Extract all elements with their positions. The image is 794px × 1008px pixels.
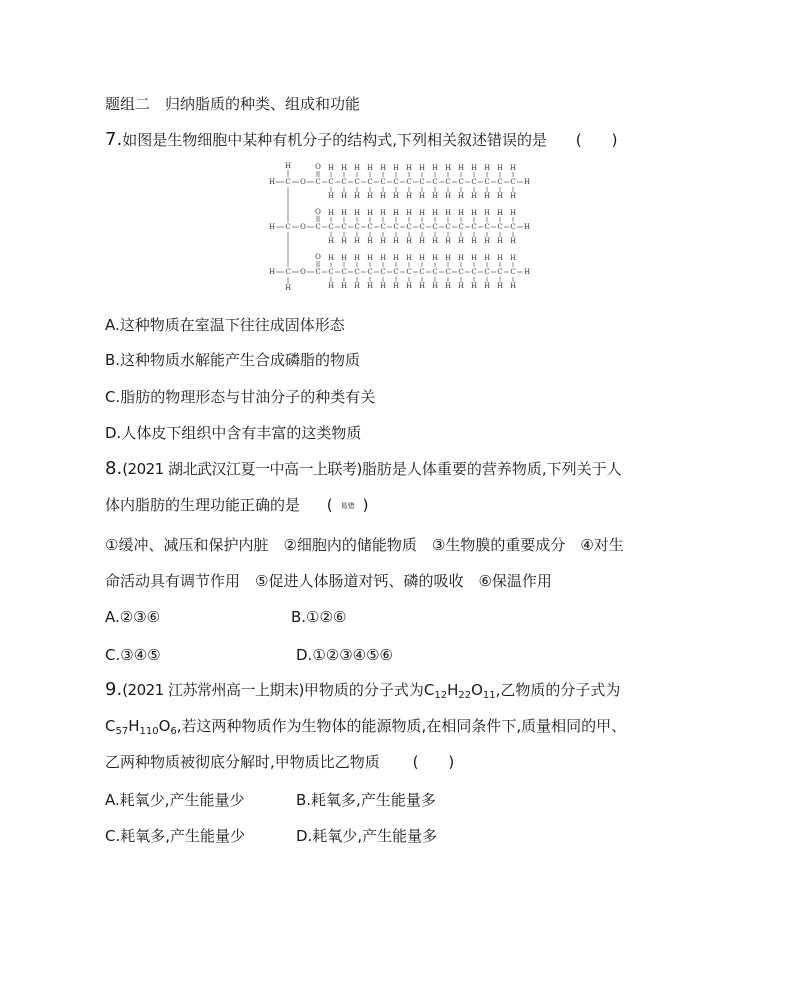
formula-atom-h: H — [457, 209, 465, 217]
formula-atom-h: H — [444, 209, 452, 217]
formula-atom-h: H — [483, 282, 491, 290]
formula-atom-c: C — [354, 268, 360, 276]
question-9-source: (2021 江苏常州高一上期末) — [122, 681, 304, 699]
formula-atom-h: H — [470, 209, 478, 217]
formula-atom-h: H — [379, 254, 387, 262]
formula-atom-h: H — [444, 254, 452, 262]
question-9-stem-line2 — [105, 716, 626, 736]
formula-atom-h: H — [431, 237, 439, 245]
formula-atom-c: C — [380, 268, 386, 276]
formula-atom-c: C — [419, 268, 425, 276]
formula-atom-h: H — [509, 164, 517, 172]
question-8-option-c: C.③④⑤ — [105, 646, 161, 664]
formula-atom-c: C — [510, 223, 516, 231]
formula-atom-h: H — [284, 284, 292, 292]
question-9-text-d: 乙两种物质被彻底分解时,甲物质比乙物质 — [105, 753, 380, 771]
question-8-option-d: D.①②③④⑤⑥ — [296, 646, 394, 664]
formula-atom-h: H — [353, 282, 361, 290]
question-7-option-b: B.这种物质水解能产生合成磷脂的物质 — [105, 351, 361, 369]
formula-atom-c: C — [497, 268, 503, 276]
formula-atom-h: H — [405, 164, 413, 172]
formula-atom-h: H — [379, 192, 387, 200]
formula-atom-h: H — [418, 164, 426, 172]
formula-atom-o: O — [315, 163, 321, 171]
formula-atom-h: H — [496, 282, 504, 290]
formula-atom-o: O — [315, 208, 321, 216]
formula-atom-h: H — [431, 282, 439, 290]
question-8-option-b: B.①②⑥ — [291, 608, 347, 626]
formula-atom-c: C — [419, 178, 425, 186]
error-prone-tag: 易错 — [340, 502, 355, 510]
formula-atom-h: H — [405, 209, 413, 217]
formula-atom-h: H — [379, 282, 387, 290]
formula-atom-h: H — [418, 237, 426, 245]
formula-atom-h: H — [392, 254, 400, 262]
formula-atom-c: C — [445, 178, 451, 186]
formula-atom-c: C — [285, 223, 291, 231]
formula-atom-c: C — [354, 178, 360, 186]
formula-atom-h: H — [353, 192, 361, 200]
question-9-number: 9. — [105, 679, 123, 700]
question-7-number: 7. — [105, 129, 123, 150]
formula-atom-h: H — [457, 192, 465, 200]
formula-atom-c: C — [315, 178, 321, 186]
formula-atom-h: H — [470, 237, 478, 245]
formula-atom-o: O — [300, 178, 306, 186]
formula-atom-c: C — [484, 223, 490, 231]
formula-atom-h: H — [392, 192, 400, 200]
formula-atom-h: H — [340, 237, 348, 245]
question-9-option-b: B.耗氧多,产生能量多 — [296, 791, 436, 809]
formula-atom-h: H — [327, 192, 335, 200]
formula-atom-h: H — [327, 282, 335, 290]
formula-2: $C_{57}H_{110}O_6$ — [105, 717, 177, 737]
formula-atom-h: H — [268, 178, 276, 186]
formula-atom-h: H — [444, 282, 452, 290]
formula-atom-h: H — [509, 192, 517, 200]
formula-atom-c: C — [497, 223, 503, 231]
question-8-stem-line2 — [105, 495, 369, 516]
triglyceride-structural-formula — [260, 160, 540, 300]
question-9-text-b: ,乙物质的分子式为 — [495, 681, 621, 699]
formula-atom-h: H — [327, 237, 335, 245]
formula-atom-c: C — [367, 178, 373, 186]
formula-atom-h: H — [366, 254, 374, 262]
formula-atom-h: H — [392, 282, 400, 290]
formula-atom-c: C — [471, 178, 477, 186]
formula-atom-h: H — [340, 192, 348, 200]
formula-atom-h: H — [366, 237, 374, 245]
formula-atom-h: H — [483, 164, 491, 172]
formula-atom-c: C — [471, 223, 477, 231]
formula-atom-h: H — [496, 237, 504, 245]
formula-atom-c: C — [328, 223, 334, 231]
formula-atom-h: H — [470, 192, 478, 200]
question-9-option-c: C.耗氧多,产生能量少 — [105, 827, 246, 845]
question-8-number: 8. — [105, 458, 123, 479]
formula-atom-h: H — [340, 164, 348, 172]
formula-atom-h: H — [405, 192, 413, 200]
formula-atom-h: H — [366, 192, 374, 200]
formula-atom-c: C — [341, 268, 347, 276]
formula-atom-o: O — [315, 253, 321, 261]
formula-atom-h: H — [268, 268, 276, 276]
formula-atom-h: H — [405, 237, 413, 245]
question-7-answer-paren: ( ) — [575, 131, 618, 149]
formula-1: $C_{12}H_{22}O_{11}$ — [423, 681, 496, 701]
question-7-text: 如图是生物细胞中某种有机分子的结构式,下列相关叙述错误的是 — [122, 131, 547, 149]
formula-atom-h: H — [457, 254, 465, 262]
formula-atom-c: C — [458, 223, 464, 231]
formula-atom-h: H — [431, 192, 439, 200]
formula-atom-o: O — [300, 268, 306, 276]
formula-atom-h: H — [418, 209, 426, 217]
formula-atom-h: H — [405, 254, 413, 262]
question-8-option-a: A.②③⑥ — [105, 608, 161, 626]
formula-atom-h: H — [284, 162, 292, 170]
formula-atom-h: H — [405, 282, 413, 290]
formula-atom-h: H — [340, 209, 348, 217]
formula-atom-h: H — [353, 254, 361, 262]
formula-atom-h: H — [379, 237, 387, 245]
formula-atom-c: C — [285, 268, 291, 276]
formula-atom-c: C — [432, 178, 438, 186]
formula-atom-h: H — [327, 254, 335, 262]
formula-atom-h: H — [496, 164, 504, 172]
formula-atom-h: H — [509, 254, 517, 262]
formula-atom-h: H — [418, 282, 426, 290]
formula-atom-h: H — [509, 237, 517, 245]
formula-atom-h: H — [523, 223, 531, 231]
formula-atom-c: C — [285, 178, 291, 186]
formula-atom-c: C — [497, 178, 503, 186]
question-8-text-1: 脂肪是人体重要的营养物质,下列关于人 — [361, 460, 622, 478]
formula-atom-h: H — [444, 237, 452, 245]
formula-atom-c: C — [406, 268, 412, 276]
formula-atom-h: H — [366, 282, 374, 290]
formula-atom-c: C — [406, 223, 412, 231]
formula-atom-h: H — [483, 254, 491, 262]
formula-atom-c: C — [445, 223, 451, 231]
formula-atom-c: C — [445, 268, 451, 276]
formula-atom-h: H — [392, 164, 400, 172]
formula-atom-c: C — [315, 268, 321, 276]
formula-atom-c: C — [354, 223, 360, 231]
question-9-answer-paren: ( ) — [412, 753, 455, 771]
formula-atom-h: H — [268, 223, 276, 231]
question-8-items-line2: 命活动具有调节作用 ⑤促进人体肠道对钙、磷的吸收 ⑥保温作用 — [105, 572, 552, 590]
formula-atom-h: H — [457, 164, 465, 172]
question-7-option-a: A.这种物质在室温下往往成固体形态 — [105, 316, 345, 334]
formula-atom-h: H — [392, 209, 400, 217]
formula-atom-c: C — [471, 268, 477, 276]
formula-atom-h: H — [327, 164, 335, 172]
formula-atom-h: H — [418, 192, 426, 200]
formula-atom-h: H — [483, 192, 491, 200]
question-7-option-c: C.脂肪的物理形态与甘油分子的种类有关 — [105, 388, 376, 406]
formula-atom-c: C — [419, 223, 425, 231]
formula-atom-h: H — [496, 254, 504, 262]
formula-atom-h: H — [483, 237, 491, 245]
question-9-stem-line3 — [105, 752, 454, 772]
formula-atom-c: C — [458, 178, 464, 186]
question-7-option-d: D.人体皮下组织中含有丰富的这类物质 — [105, 424, 362, 442]
formula-atom-h: H — [470, 254, 478, 262]
formula-atom-h: H — [431, 209, 439, 217]
formula-atom-c: C — [458, 268, 464, 276]
formula-atom-c: C — [393, 223, 399, 231]
formula-atom-h: H — [418, 254, 426, 262]
formula-atom-c: C — [510, 178, 516, 186]
formula-atom-h: H — [431, 254, 439, 262]
formula-atom-c: C — [367, 268, 373, 276]
formula-atom-h: H — [523, 178, 531, 186]
question-9-option-d: D.耗氧少,产生能量多 — [296, 827, 438, 845]
question-8-stem-line1 — [105, 459, 622, 479]
question-9-option-a: A.耗氧少,产生能量少 — [105, 791, 245, 809]
formula-atom-h: H — [496, 209, 504, 217]
formula-atom-c: C — [432, 223, 438, 231]
formula-atom-h: H — [379, 209, 387, 217]
formula-atom-c: C — [328, 268, 334, 276]
formula-atom-h: H — [470, 164, 478, 172]
formula-atom-c: C — [484, 178, 490, 186]
formula-atom-h: H — [379, 164, 387, 172]
formula-atom-h: H — [353, 164, 361, 172]
formula-atom-h: H — [509, 209, 517, 217]
formula-atom-c: C — [432, 268, 438, 276]
question-9-stem-line1 — [105, 680, 620, 700]
question-8-answer-paren: ( 易错 ) — [326, 496, 369, 514]
formula-atom-h: H — [444, 192, 452, 200]
formula-atom-h: H — [327, 209, 335, 217]
formula-atom-c: C — [315, 223, 321, 231]
formula-atom-h: H — [353, 209, 361, 217]
formula-atom-h: H — [353, 237, 361, 245]
formula-atom-h: H — [340, 282, 348, 290]
formula-atom-c: C — [406, 178, 412, 186]
group-title: 题组二 归纳脂质的种类、组成和功能 — [105, 95, 361, 113]
formula-atom-h: H — [366, 209, 374, 217]
question-8-items-line1: ①缓冲、减压和保护内脏 ②细胞内的储能物质 ③生物膜的重要成分 ④对生 — [105, 536, 624, 554]
formula-atom-c: C — [380, 223, 386, 231]
question-9-text-a: 甲物质的分子式为 — [303, 681, 424, 699]
formula-atom-c: C — [341, 223, 347, 231]
formula-atom-h: H — [366, 164, 374, 172]
formula-atom-h: H — [483, 209, 491, 217]
formula-atom-h: H — [392, 237, 400, 245]
formula-atom-h: H — [431, 164, 439, 172]
formula-atom-h: H — [340, 254, 348, 262]
formula-atom-h: H — [509, 282, 517, 290]
formula-atom-c: C — [393, 178, 399, 186]
formula-atom-h: H — [470, 282, 478, 290]
question-9-text-c: ,若这两种物质作为生物体的能源物质,在相同条件下,质量相同的甲、 — [176, 717, 627, 735]
formula-atom-o: O — [300, 223, 306, 231]
formula-atom-h: H — [523, 268, 531, 276]
formula-atom-c: C — [341, 178, 347, 186]
question-8-text-2: 体内脂肪的生理功能正确的是 — [105, 496, 301, 514]
formula-atom-c: C — [367, 223, 373, 231]
formula-atom-c: C — [510, 268, 516, 276]
formula-atom-h: H — [496, 192, 504, 200]
formula-atom-h: H — [444, 164, 452, 172]
formula-atom-c: C — [328, 178, 334, 186]
formula-atom-c: C — [380, 178, 386, 186]
formula-atom-c: C — [393, 268, 399, 276]
formula-atom-h: H — [457, 237, 465, 245]
question-7-stem — [105, 130, 617, 150]
formula-atom-c: C — [484, 268, 490, 276]
formula-atom-h: H — [457, 282, 465, 290]
question-8-source: (2021 湖北武汉江夏一中高一上联考) — [122, 460, 362, 478]
